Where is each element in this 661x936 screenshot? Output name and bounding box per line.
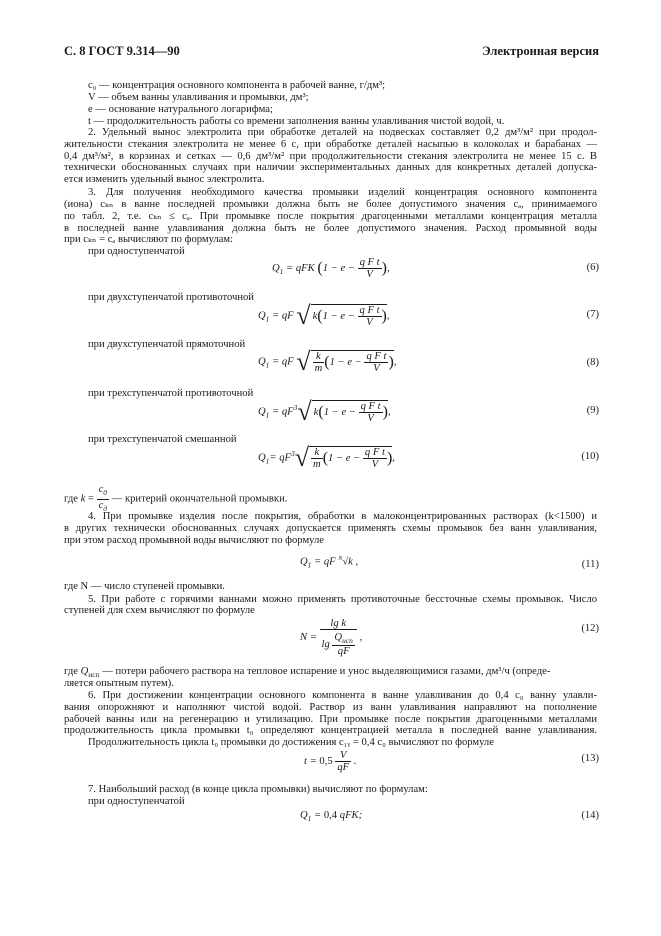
eq-number-7: (7) <box>586 309 599 320</box>
eq-number-8: (8) <box>586 357 599 368</box>
where-word: где <box>64 493 78 505</box>
p3-line-3: по табл. 2, т.е. cₖₙ ≤ cₐ. При промывке после покрытия драгоценными металлами концентрация металла <box>64 211 597 222</box>
eq-number-10: (10) <box>581 451 599 462</box>
page-header-right: Электронная версия <box>482 44 599 58</box>
p2-line-5: ется изменить удельный вынос электролита. <box>64 174 265 185</box>
p3-line-4: в последней ванне улавливания должна быть не более допустимого значения. Расход промывной воды <box>64 223 597 234</box>
p4-line-1: 4. При промывке изделия после покрытия, обработки в малоконцентрированных растворах (k<1500) и <box>88 511 597 522</box>
p3-line-1: 3. Для получения необходимого качества промывки изделий концентрация основного компонента <box>88 187 597 198</box>
formula-11: $Q_1$ = qF $^N$√k , <box>300 556 359 570</box>
criterion-text: — критерий окончательной промывки. <box>111 493 288 505</box>
p5-line-2: ступеней для схем вычисляют по формуле <box>64 605 255 616</box>
label-two-counter: при двухступенчатой противоточной <box>88 292 254 303</box>
p6-line-4: продолжительность цикла промывки t₀ определяют концентрацией металла в последней ванне улавливания. <box>64 725 597 736</box>
p7-line-1: 7. Наибольший расход (в конце цикла промывки) вычисляют по формулам: <box>88 784 428 795</box>
eq-number-9: (9) <box>586 405 599 416</box>
p4-line-3: при этом расход промывной воды вычисляют по формуле <box>64 535 324 546</box>
p5-line-1: 5. При работе с горячими ваннами можно применять противоточные бессточные схемы промывок. Число <box>88 594 597 605</box>
def-V: V — объем ванны улавливания и промывки, дм³; <box>88 92 309 103</box>
p6-line-5: Продолжительность цикла t₀ промывки до достижения c₁ᵧ = 0,4 c₀ вычисляют по формуле <box>88 737 494 748</box>
p2-line-1: 2. Удельный вынос электролита при обработке деталей на подвесках составляет 0,2 дм³/м² при продол- <box>88 127 597 138</box>
def-c0: c₀ — концентрация основного компонента в рабочей ванне, г/дм³; <box>88 80 386 91</box>
eq-number-14: (14) <box>581 810 599 821</box>
N-definition: где N — число ступеней промывки. <box>64 581 225 592</box>
def-t: t — продолжительность работы со времени заполнения ванны улавливания чистой водой, ч. <box>88 116 505 127</box>
formula-12: N = lg k lg $\frac{Q_{исп}}{qF}$ , <box>300 618 363 658</box>
eq-number-12: (12) <box>581 623 599 634</box>
eq-number-11: (11) <box>581 559 599 570</box>
formula-7: $Q_1$ = qF √ k(1 − e − $\frac{\text{q F t}}{V}$ ), <box>258 301 390 330</box>
p4-line-2: в других технически обоснованных случаях допускается применять схемы промывок без ванн улавливания, <box>64 523 597 534</box>
Qisp-def-text: — потери рабочего раствора на тепловое испарение и унос выделяющимися газами, дм³/ч (опреде- <box>102 666 551 677</box>
p2-line-4: технически обоснованных случаях при наличии экспериментальных данных для конкретных деталей допуска- <box>64 162 597 173</box>
eq-number-13: (13) <box>581 753 599 764</box>
label-one-stage: при одноступенчатой <box>88 246 185 257</box>
p6-line-3: рабочей ванны или на регенерацию и утилизацию. При промывке после покрытия драгоценными металлами <box>64 714 597 725</box>
def-e: e — основание натурального логарифма; <box>88 104 273 115</box>
formula-9: $Q_1 = qF^3√$ k(1 − e − $\frac{\text{q F t}}{V}$ ), <box>258 397 391 426</box>
formula-10: $Q_1= qF^3√$ $\frac{k}{m}$ (1 − e − $\frac{\text{q F t}}{V}$ ), <box>258 443 395 472</box>
Qisp-definition-1: где $Q_{исп}$ — потери рабочего раствора на тепловое испарение и унос выделяющимися газами, дм³/ч (опреде- <box>64 666 551 680</box>
p3-line-2: (иона) cₖₙ в ванне последней промывки должна быть не более допустимого значения cₐ, принимаемого <box>64 199 597 210</box>
label-two-direct: при двухступенчатой прямоточной <box>88 339 246 350</box>
formula-6: $Q_1$ = qFK (1 − e − $\frac{\text{q F t}}{V}$ ), <box>272 257 390 280</box>
where-word-2: где <box>64 666 78 677</box>
formula-13: t = 0,5 $\frac{V}{qF}$ . <box>304 750 357 773</box>
p3-line-5: при cₖₙ = cₐ вычисляют по формулам: <box>64 234 234 245</box>
p6-line-2: вания опорожняют и наполняют чистой водой. Раствор из ванн улавливания направляют на пополнение <box>64 702 597 713</box>
p2-line-3: 0,4 дм³/м², в корзинах и сетках — 0,6 дм³/м² при продолжительности стекания электролита не менее 15 с. В <box>64 151 597 162</box>
formula-14: $Q_1 = 0,4$ qFK; <box>300 810 363 824</box>
page-header-left: С. 8 ГОСТ 9.314—90 <box>64 44 180 58</box>
p7-line-2: при одноступенчатой <box>88 796 185 807</box>
label-three-counter: при трехступенчатой противоточной <box>88 388 254 399</box>
label-three-mixed: при трехступенчатой смешанной <box>88 434 237 445</box>
formula-8: $Q_1$ = qF √ $\frac{k}{m}$ (1 − e − $\frac{\text{q F t}}{V}$ ), <box>258 347 397 376</box>
criterion-k: где k = $\frac{c_0}{c_д}$ — критерий окончательной промывки. <box>64 484 288 513</box>
p6-line-1: 6. При достижении концентрации основного компонента в ванне улавливания до 0,4 c₀ ванну улавли- <box>88 690 597 701</box>
eq-number-6: (6) <box>586 262 599 273</box>
Qisp-definition-2: ляется опытным путем). <box>64 678 174 689</box>
p2-line-2: жительности стекания электролита не менее 6 с, при обработке деталей насыпью в колоколах и барабанах — <box>64 139 597 150</box>
